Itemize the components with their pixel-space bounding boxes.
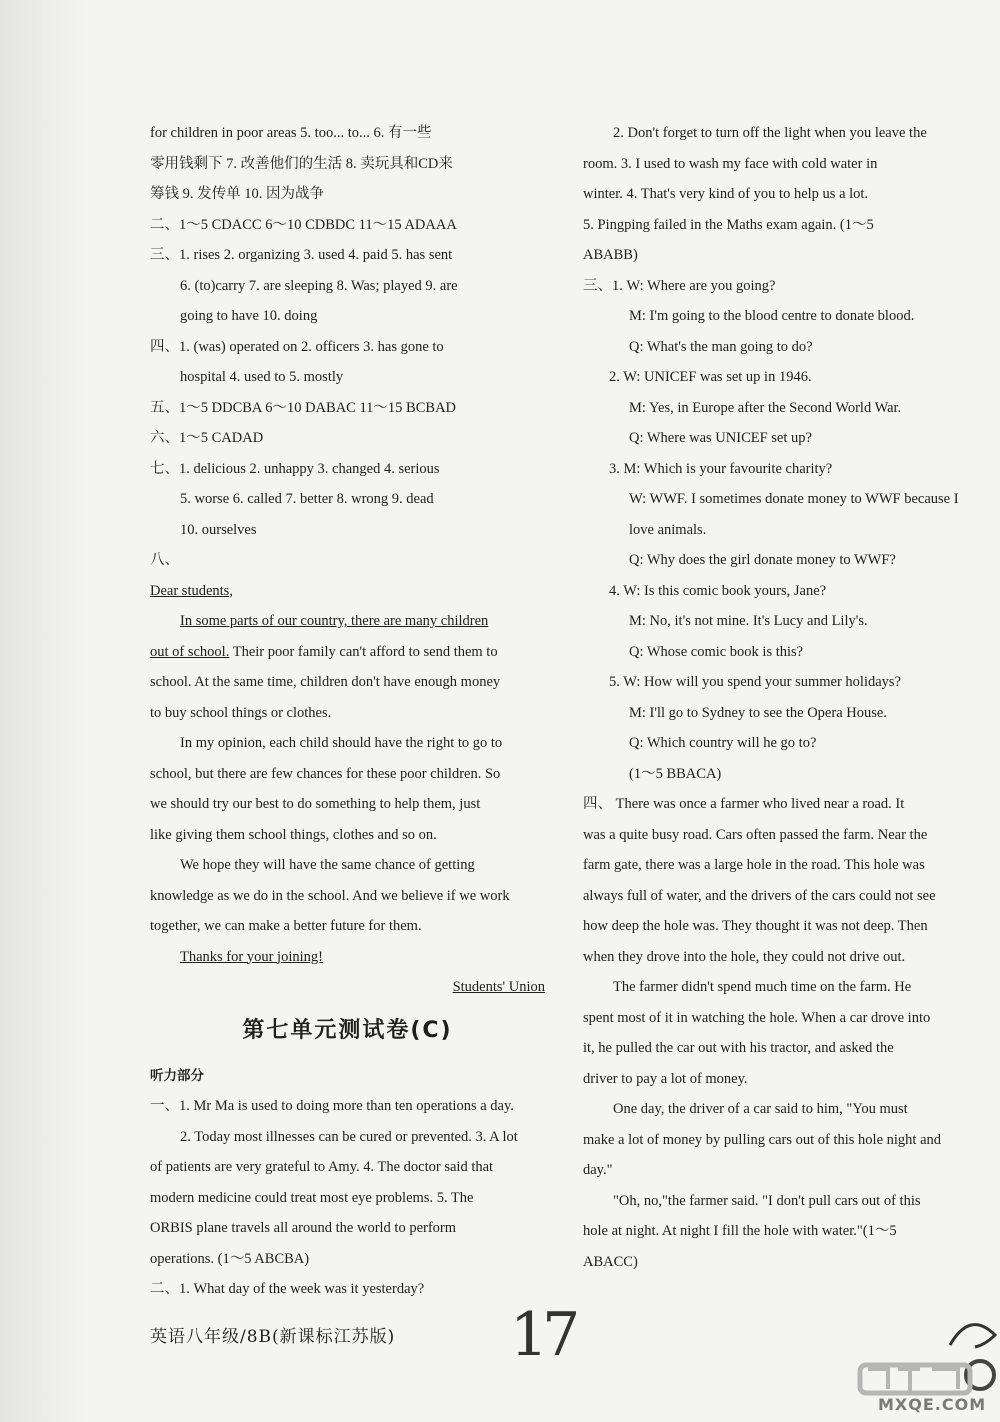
text-line: "Oh, no,"the farmer said. "I don't pull cars out of this — [613, 1192, 921, 1209]
text-line: farm gate, there was a large hole in the road. This hole was — [583, 857, 925, 873]
text-line: winter. 4. That's very kind of you to help us a lot. — [583, 186, 869, 202]
text-line: 七、1. delicious 2. unhappy 3. changed 4. serious — [150, 460, 440, 477]
text-line: 五、1～5 DDCBA 6～10 DABAC 11～15 BCBAD — [150, 399, 457, 416]
text-line: 八、 — [150, 552, 179, 568]
text-line: Q: Whose comic book is this? — [629, 643, 804, 660]
text-line: was a quite busy road. Cars often passed the farm. Near the — [583, 826, 928, 843]
text-line: driver to pay a lot of money. — [583, 1070, 748, 1087]
letter-signature — [150, 972, 545, 1003]
text-line: ABABB) — [583, 247, 638, 263]
text-line: Q: Which country will he go to? — [629, 735, 817, 751]
right-column — [583, 118, 979, 1277]
letter-line — [150, 637, 545, 668]
listening-story — [583, 789, 979, 1277]
text-line: of patients are very grateful to Amy. 4. The doctor said that — [150, 1159, 494, 1175]
letter-line: We hope they will have the same chance of getting — [180, 857, 475, 873]
text-line: 10. ourselves — [180, 521, 257, 538]
letter-greeting: Dear students, — [150, 582, 233, 599]
text-line: ORBIS plane travels all around the world to perform — [150, 1220, 457, 1236]
text-line: going to have 10. doing — [180, 308, 318, 324]
text-line: 筹钱 9. 发传单 10. 因为战争 — [150, 186, 324, 202]
text-line: 2. W: UNICEF was set up in 1946. — [609, 369, 812, 385]
text-line: 5. Pingping failed in the Maths exam again. (1～5 — [583, 216, 874, 233]
letter-line — [150, 606, 545, 637]
text-line: M: I'm going to the blood centre to donate blood. — [629, 308, 915, 324]
text-line: room. 3. I used to wash my face with cold water in — [583, 155, 878, 172]
page-number: 17 — [510, 1300, 575, 1370]
text-line: school, but there are few chances for these poor children. So — [150, 765, 501, 782]
text-line: 四、1. (was) operated on 2. officers 3. has gone to — [150, 338, 444, 355]
letter — [150, 576, 545, 1003]
answer-intro — [150, 118, 545, 210]
text-line: Q: Why does the girl donate money to WWF? — [629, 552, 896, 568]
letter-signature-text: Students' Union — [452, 979, 545, 995]
text-line: 三、1. rises 2. organizing 3. used 4. paid 5. has sent — [150, 247, 453, 263]
text-line: like giving them school things, clothes and so on. — [150, 826, 437, 843]
listening-dialogues — [583, 271, 979, 790]
text-line: 六、1～5 CADAD — [150, 430, 264, 446]
letter-paragraph-3 — [150, 881, 545, 942]
left-column — [150, 118, 545, 1305]
text-line: 5. W: How will you spend your summer holidays? — [609, 674, 901, 690]
answer-key-list — [150, 210, 545, 576]
letter-underlined-text: In some parts of our country, there are many children — [180, 613, 489, 629]
letter-closing-text: Thanks for your joining! — [180, 948, 323, 965]
text-line: 2. Today most illnesses can be cured or prevented. 3. A lot — [180, 1128, 518, 1145]
book-label: 英语八年级/8B(新课标江苏版) — [150, 1327, 396, 1347]
binding-shadow — [0, 0, 90, 1422]
text-line: for children in poor areas 5. too... to... 6. 有一些 — [150, 125, 432, 141]
text-line: Q: Where was UNICEF set up? — [629, 430, 812, 446]
text-line: 6. (to)carry 7. are sleeping 8. Was; played 9. are — [180, 277, 458, 294]
text-line: when they drove into the hole, they could not drive out. — [583, 948, 906, 965]
text-line: Q: What's the man going to do? — [629, 338, 813, 355]
text-line: 一、1. Mr Ma is used to doing more than ten operations a day. — [150, 1098, 514, 1114]
letter-closing — [150, 942, 545, 973]
listening-transcript — [150, 1091, 545, 1305]
text-line: modern medicine could treat most eye problems. 5. The — [150, 1189, 474, 1206]
text-line: to buy school things or clothes. — [150, 704, 332, 721]
text-line: 二、1. What day of the week was it yesterday? — [150, 1281, 425, 1297]
listening-sentences — [583, 118, 979, 271]
text-line: operations. (1～5 ABCBA) — [150, 1250, 310, 1267]
text-line: spent most of it in watching the hole. When a car drove into — [583, 1009, 931, 1026]
text-line: 二、1～5 CDACC 6～10 CDBDC 11～15 ADAAA — [150, 216, 457, 233]
letter-paragraph-2 — [150, 759, 545, 851]
section-title: 第七单元测试卷(C) — [242, 1017, 453, 1043]
text-line: 四、 There was once a farmer who lived near a road. It — [583, 796, 905, 812]
letter-underlined-text: out of school. — [150, 643, 230, 660]
text-line: make a lot of money by pulling cars out of this hole night and — [583, 1131, 942, 1148]
listening-heading: 听力部分 — [150, 1067, 204, 1084]
text-line: we should try our best to do something to help them, just — [150, 796, 481, 812]
text-line: love animals. — [629, 521, 707, 538]
letter-paragraph-1 — [150, 667, 545, 728]
text-line: The farmer didn't spend much time on the farm. He — [613, 979, 912, 995]
text-line: day." — [583, 1162, 613, 1178]
text-line: together, we can make a better future for them. — [150, 918, 422, 934]
text-line: One day, the driver of a car said to him, "You must — [613, 1101, 908, 1117]
text-line: hole at night. At night I fill the hole with water."(1～5 — [583, 1223, 897, 1239]
letter-line: In my opinion, each child should have the right to go to — [180, 735, 503, 751]
text-line: 2. Don't forget to turn off the light when you leave the — [613, 125, 927, 141]
text-line: (1～5 BBACA) — [629, 765, 722, 782]
text-line: 零用钱剩下 7. 改善他们的生活 8. 卖玩具和CD来 — [150, 155, 453, 172]
letter-text: Their poor family can't afford to send them to — [229, 643, 498, 660]
text-line: it, he pulled the car out with his tractor, and asked the — [583, 1040, 894, 1056]
text-line: 4. W: Is this comic book yours, Jane? — [609, 582, 827, 599]
text-line: M: No, it's not mine. It's Lucy and Lily's. — [629, 613, 868, 629]
text-line: how deep the hole was. They thought it was not deep. Then — [583, 918, 928, 934]
text-line: ABACC) — [583, 1253, 638, 1270]
text-line: hospital 4. used to 5. mostly — [180, 369, 344, 385]
text-line: W: WWF. I sometimes donate money to WWF because I — [629, 491, 959, 507]
text-line: always full of water, and the drivers of the cars could not see — [583, 887, 936, 904]
text-line: knowledge as we do in the school. And we believe if we work — [150, 887, 510, 904]
text-line: school. At the same time, children don't have enough money — [150, 674, 501, 690]
text-line: 3. M: Which is your favourite charity? — [609, 460, 833, 477]
text-line: 5. worse 6. called 7. better 8. wrong 9. dead — [180, 491, 434, 507]
text-line: M: Yes, in Europe after the Second World War. — [629, 399, 902, 416]
text-line: 三、1. W: Where are you going? — [583, 277, 776, 294]
text-line: M: I'll go to Sydney to see the Opera House. — [629, 704, 887, 721]
watermark-text: MXQE.COM — [878, 1395, 987, 1414]
